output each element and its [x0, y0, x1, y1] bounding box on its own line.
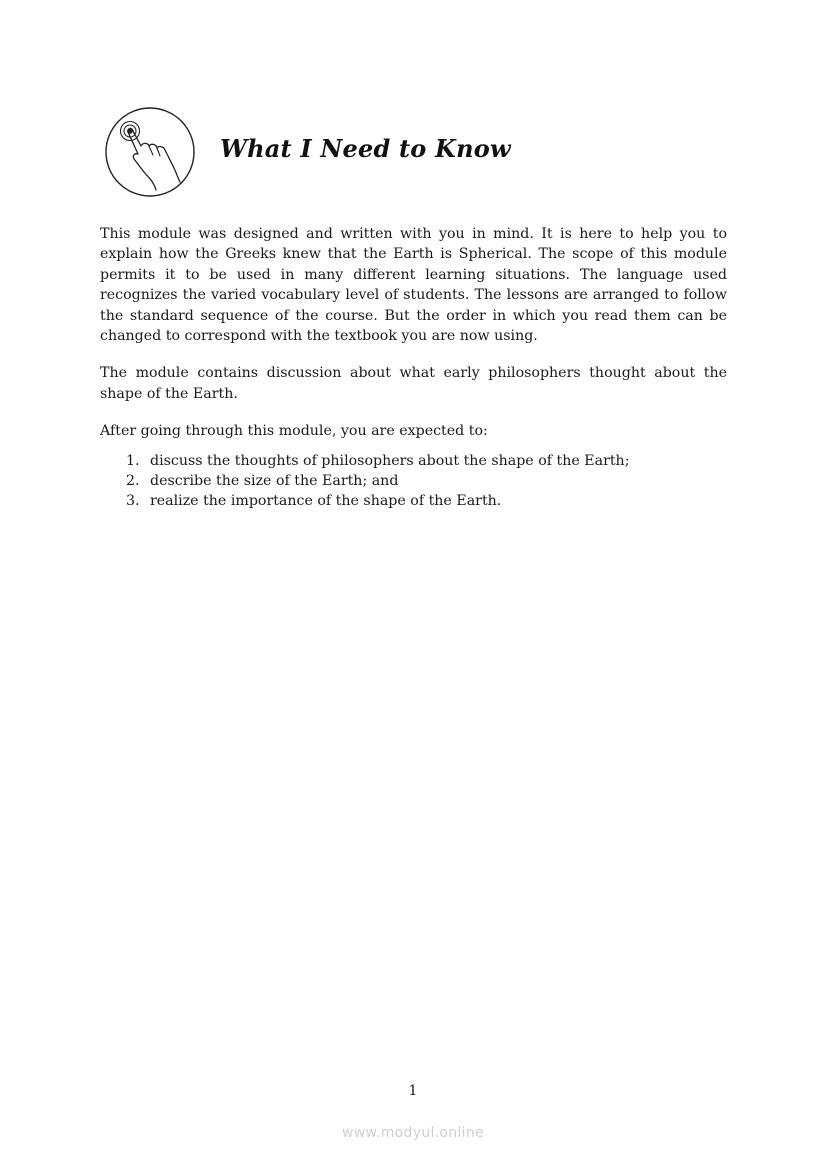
pointing-finger-icon	[104, 106, 196, 198]
list-item	[126, 451, 727, 471]
section-header	[104, 106, 724, 198]
objectives-intro: After going through this module, you are expected to:	[100, 423, 488, 440]
module-content	[100, 224, 727, 512]
list-item-text: discuss the thoughts of philosophers about the shape of the Earth;	[150, 452, 630, 469]
list-item-number: 2.	[126, 473, 140, 490]
paragraph-intro: This module was designed and written with you in mind. It is here to help you to explain how the Greeks knew that the Earth is Spherical. The scope of this module permits it to be used in many different learning situations. The language used recognizes the varied vocabulary level of students. The lessons are arranged to follow the standard sequence of the course. But the order in which you read them can be changed to correspond with the textbook you are now using.	[100, 226, 727, 345]
list-item	[126, 491, 727, 511]
list-item-text: realize the importance of the shape of the Earth.	[150, 493, 502, 510]
list-item-number: 1.	[126, 452, 140, 469]
list-item-text: describe the size of the Earth; and	[150, 473, 399, 490]
watermark: www.modyul.online	[342, 1125, 484, 1141]
section-title: What I Need to Know	[220, 134, 511, 163]
page-number: 1	[408, 1083, 418, 1099]
objectives-list	[100, 451, 727, 512]
list-item-number: 3.	[126, 493, 140, 510]
paragraph-discussion: The module contains discussion about what early philosophers thought about the shape of the Earth.	[100, 365, 727, 402]
list-item	[126, 471, 727, 491]
